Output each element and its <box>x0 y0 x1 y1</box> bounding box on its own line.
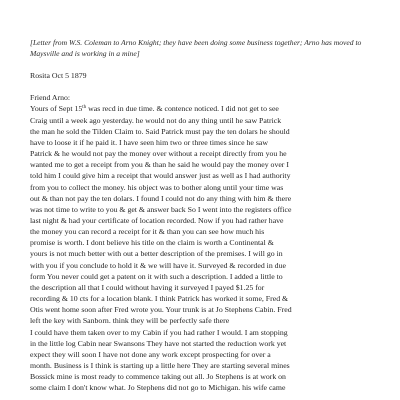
body-line: out & than not pay the ten dolars. I found I could not do any thing with him & there <box>30 193 292 203</box>
letter-dateline: Rosita Oct 5 1879 <box>30 71 87 81</box>
body-line: Otis went home soon after Fred wrote you. Your trunk is at Jo Stephens Cabin. Fred <box>30 305 292 315</box>
body-line: Bossick mine is most ready to commence taking out all. Jo Stephens is at work on <box>30 372 286 382</box>
body-line: Patrick & he would not pay the money over without a receipt directly from you he <box>30 149 287 159</box>
body-line: the money you can record a receipt for it & than you can see how much his <box>30 227 265 237</box>
body-line: wanted me to get a receipt from you & than he said he would pay the money over I <box>30 160 289 170</box>
body-line: told him I could give him a receipt that would answer just as well as I had authority <box>30 171 291 181</box>
body-line: form You never could get a patent on it with such a description. I added a little to <box>30 271 283 281</box>
letter-salutation: Friend Arno: <box>30 93 71 103</box>
body-line: some claim I don't know what. Jo Stephens did not go to Michigan. his wife came <box>30 383 286 393</box>
body-line: last night & had your certificate of location recorded. Now if you had rather have <box>30 215 284 225</box>
body-line: from you to collect the money. his object was to bother along until your time was <box>30 182 284 192</box>
body-line: the man he sold the Tilden Claim to. Said Patrick must pay the ten dolars he should <box>30 126 290 136</box>
body-line: have to loose it if he paid it. I have seen him two or three times since he saw <box>30 137 268 147</box>
body-line-start: Yours of Sept 15 <box>30 104 83 114</box>
body-line: with you if you conclude to hold it & we will have it. Surveyed & recorded in due <box>30 260 286 270</box>
body-line: Craig until a week ago yesterday. he would not do any thing until he saw Patrick <box>30 115 282 125</box>
body-line: I could have them taken over to my Cabin if you had rather I would. I am stopping <box>30 327 288 337</box>
letter-body <box>30 103 372 393</box>
date-suffix: th <box>82 105 87 111</box>
editorial-note: [Letter from W.S. Coleman to Arno Knight; they have been doing some business together; Arno has moved to Maysville and is working in a mine] <box>30 38 362 59</box>
body-line: left the key with Sanborn. think they will be perfectly safe there <box>30 316 230 326</box>
body-line: promise is worth. I dont believe his title on the claim is worth a Continental & <box>30 238 274 248</box>
body-line: month. Business is I think is starting up a little here They are starting several mines <box>30 361 290 370</box>
body-line <box>30 103 372 114</box>
body-line: in the little log Cabin near Swansons They have not started the reduction work yet <box>30 338 287 348</box>
body-line: was not time to write to you & get & answer back So I went into the registers office <box>30 204 292 214</box>
body-line-rest: was recd in due time. & contence noticed. I did not get to see <box>86 104 279 114</box>
body-line: recording & 10 cts for a location blank. I think Patrick has worked it some, Fred & <box>30 294 289 304</box>
body-line: yours is not much better with out a better description of the premises. I will go in <box>30 249 283 259</box>
body-line: the description all that I could without having it surveyed I payed $1.25 for <box>30 282 265 292</box>
body-line: expect they will soon I have not done any work except prospecting for over a <box>30 349 271 359</box>
